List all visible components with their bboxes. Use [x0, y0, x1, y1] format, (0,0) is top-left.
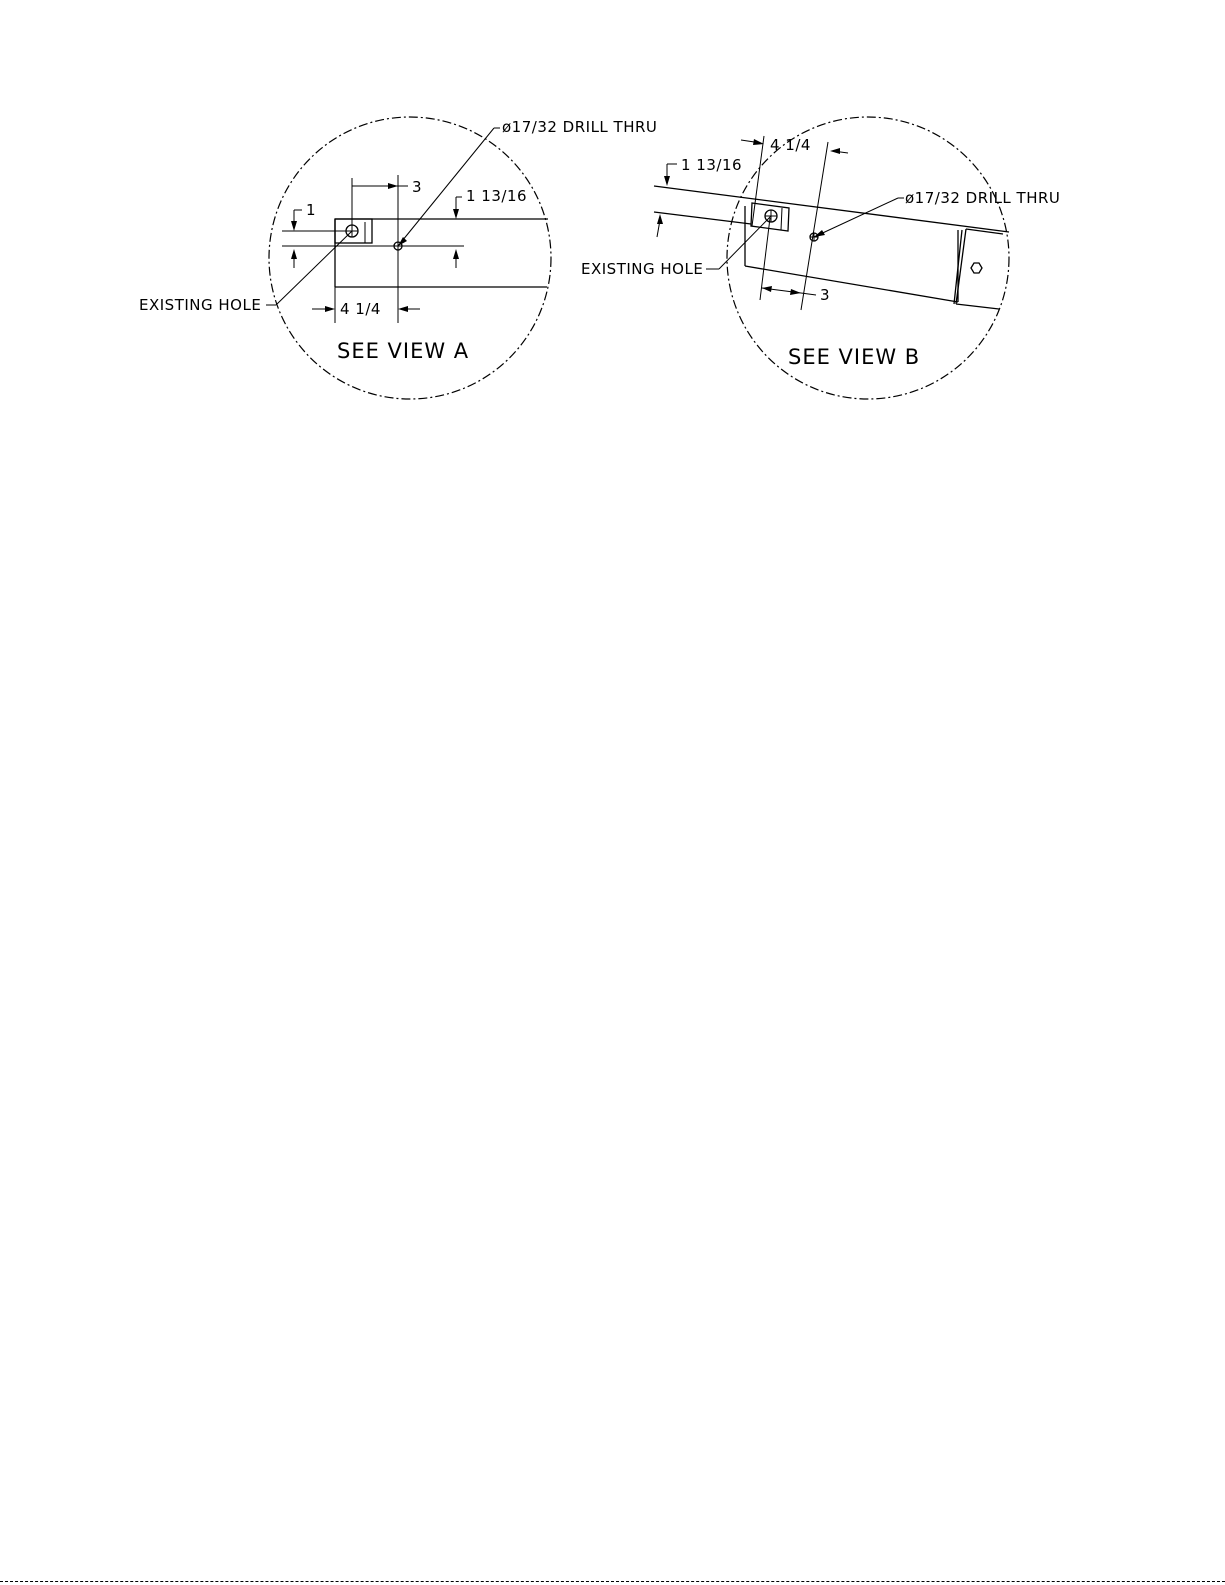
- page-bottom-border: [0, 1581, 1225, 1582]
- view-b-dim-3: 3: [820, 286, 831, 304]
- view-b-dim-4-1-4: 4 1/4: [770, 136, 811, 154]
- hex-nut-icon: [971, 263, 982, 273]
- view-a-dimensions: [266, 128, 500, 323]
- view-b-dim-1-13-16: 1 13/16: [681, 156, 743, 174]
- view-a-dim-1-13-16: 1 13/16: [466, 187, 528, 205]
- view-b-drill-note: ø17/32 DRILL THRU: [905, 189, 1061, 207]
- view-a-title: SEE VIEW A: [337, 339, 470, 363]
- view-a-existing-hole-label: EXISTING HOLE: [139, 296, 262, 314]
- view-b-title: SEE VIEW B: [788, 345, 921, 369]
- view-a: [139, 117, 657, 399]
- view-a-tube: [335, 219, 548, 287]
- view-b-existing-hole-label: EXISTING HOLE: [581, 260, 704, 278]
- view-b: [581, 117, 1060, 399]
- view-a-dim-4-1-4: 4 1/4: [340, 300, 381, 318]
- view-a-drill-note: ø17/32 DRILL THRU: [502, 118, 658, 136]
- view-a-dim-3: 3: [412, 178, 423, 196]
- view-a-dim-1: 1: [306, 201, 317, 219]
